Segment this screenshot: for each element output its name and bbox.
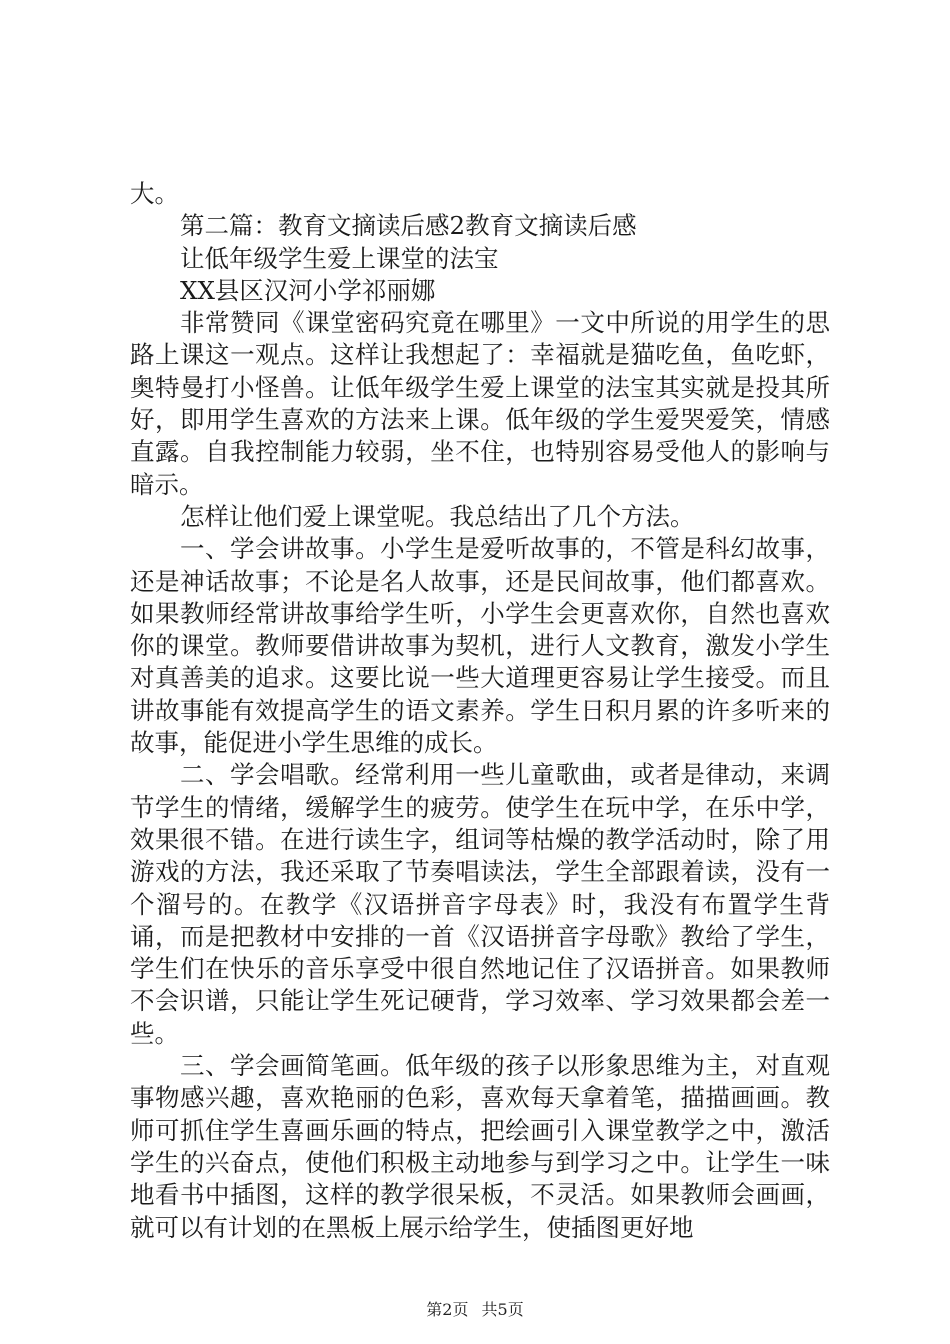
page-footer: [0, 1300, 950, 1320]
paragraph: 非常赞同《课堂密码究竟在哪里》一文中所说的用学生的思路上课这一观点。这样让我想起了：幸福就是猫吃鱼，鱼吃虾，奥特曼打小怪兽。让低年级学生爱上课堂的法宝其实就是投其所好，即用学生喜欢的方法来上课。低年级的学生爱哭爱笑，情感直露。自我控制能力较弱，坐不住，也特别容易受他人的影响与暗示。: [130, 308, 830, 499]
paragraph: 大。: [130, 179, 179, 208]
paragraph: 三、学会画简笔画。低年级的孩子以形象思维为主，对直观事物感兴趣，喜欢艳丽的色彩，喜欢每天拿着笔，描描画画。教师可抓住学生喜画乐画的特点，把绘画引入课堂教学之中，激活学生的兴奋点，使他们积极主动地参与到学习之中。让学生一味地看书中插图，这样的教学很呆板，不灵活。如果教师会画画，就可以有计划的在黑板上展示给学生，使插图更好地: [130, 1051, 830, 1242]
document-body: [130, 178, 830, 1244]
paragraph: 怎样让他们爱上课堂呢。我总结出了几个方法。: [180, 501, 695, 531]
paragraph: 二、学会唱歌。经常利用一些儿童歌曲，或者是律动，来调节学生的情绪，缓解学生的疲劳。使学生在玩中学，在乐中学，效果很不错。在进行读生字，组词等枯燥的教学活动时，除了用游戏的方法，我还采取了节奏唱读法，学生全部跟着读，没有一个溜号的。在教学《汉语拼音字母表》时，我没有布置学生背诵，而是把教材中安排的一首《汉语拼音字母歌》教给了学生，学生们在快乐的音乐享受中很自然地记住了汉语拼音。如果教师不会识谱，只能让学生死记硬背，学习效率、学习效果都会差一些。: [130, 760, 830, 1048]
article-title: 让低年级学生爱上课堂的法宝: [180, 243, 499, 273]
paragraph: 一、学会讲故事。小学生是爱听故事的，不管是科幻故事，还是神话故事；不论是名人故事，还是民间故事，他们都喜欢。如果教师经常讲故事给学生听，小学生会更喜欢你，自然也喜欢你的课堂。教师要借讲故事为契机，进行人文教育，激发小学生对真善美的追求。这要比说一些大道理更容易让学生接受。而且讲故事能有效提高学生的语文素养。学生日积月累的许多听来的故事，能促进小学生思维的成长。: [130, 534, 830, 758]
section-heading: 第二篇：教育文摘读后感2教育文摘读后感: [180, 211, 637, 241]
page-total: 共5页: [481, 1300, 524, 1319]
author-line: XX县区汉河小学祁丽娜: [180, 275, 436, 305]
page-number: 第2页: [426, 1300, 469, 1319]
